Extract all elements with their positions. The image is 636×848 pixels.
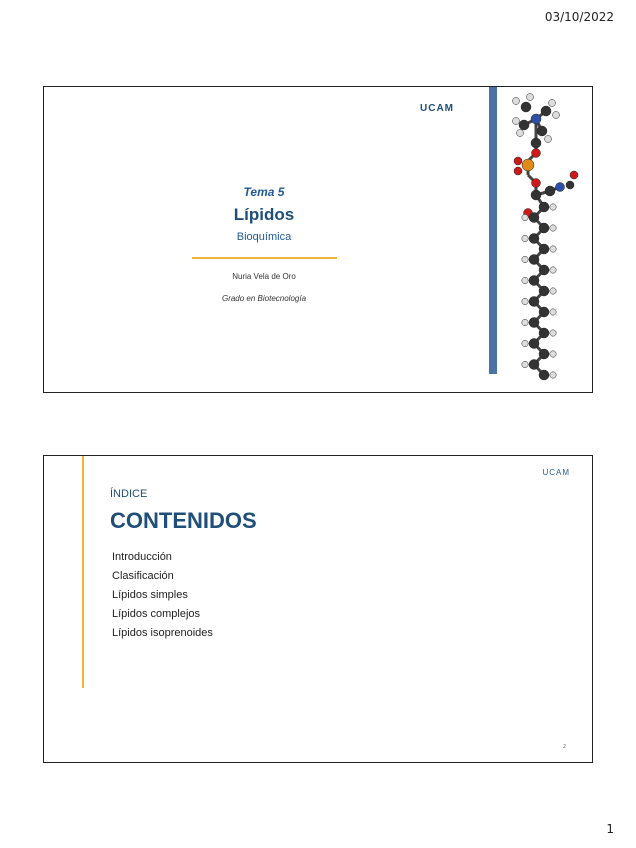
gold-vertical-bar bbox=[82, 456, 84, 688]
contents-list bbox=[112, 548, 213, 643]
title-slide bbox=[43, 86, 593, 393]
gold-divider bbox=[192, 257, 337, 259]
section-heading: CONTENIDOS bbox=[110, 508, 257, 533]
contents-slide bbox=[43, 455, 593, 763]
page-number: 1 bbox=[606, 822, 614, 836]
lipid-molecule-image bbox=[506, 91, 582, 387]
list-item: Lípidos simples bbox=[112, 589, 188, 601]
list-item: Lípidos isoprenoides bbox=[112, 627, 213, 639]
slide-number: 2 bbox=[562, 744, 566, 750]
slide-title: Lípidos bbox=[233, 205, 295, 224]
topic-number: Tema 5 bbox=[243, 185, 285, 199]
list-item: Clasificación bbox=[112, 570, 174, 582]
page-date: 03/10/2022 bbox=[544, 10, 614, 24]
list-item: Introducción bbox=[112, 551, 172, 563]
section-overline: ÍNDICE bbox=[110, 488, 148, 500]
title-block bbox=[164, 185, 364, 303]
ucam-logo: UCAM bbox=[420, 103, 454, 114]
degree-name: Grado en Biotecnología bbox=[221, 294, 307, 303]
slide-subtitle: Bioquímica bbox=[236, 231, 292, 243]
author-name: Nuria Vela de Oro bbox=[232, 272, 296, 281]
ucam-logo: UCAM bbox=[542, 468, 570, 477]
list-item: Lípidos complejos bbox=[112, 608, 201, 620]
blue-accent-bar bbox=[489, 87, 497, 374]
